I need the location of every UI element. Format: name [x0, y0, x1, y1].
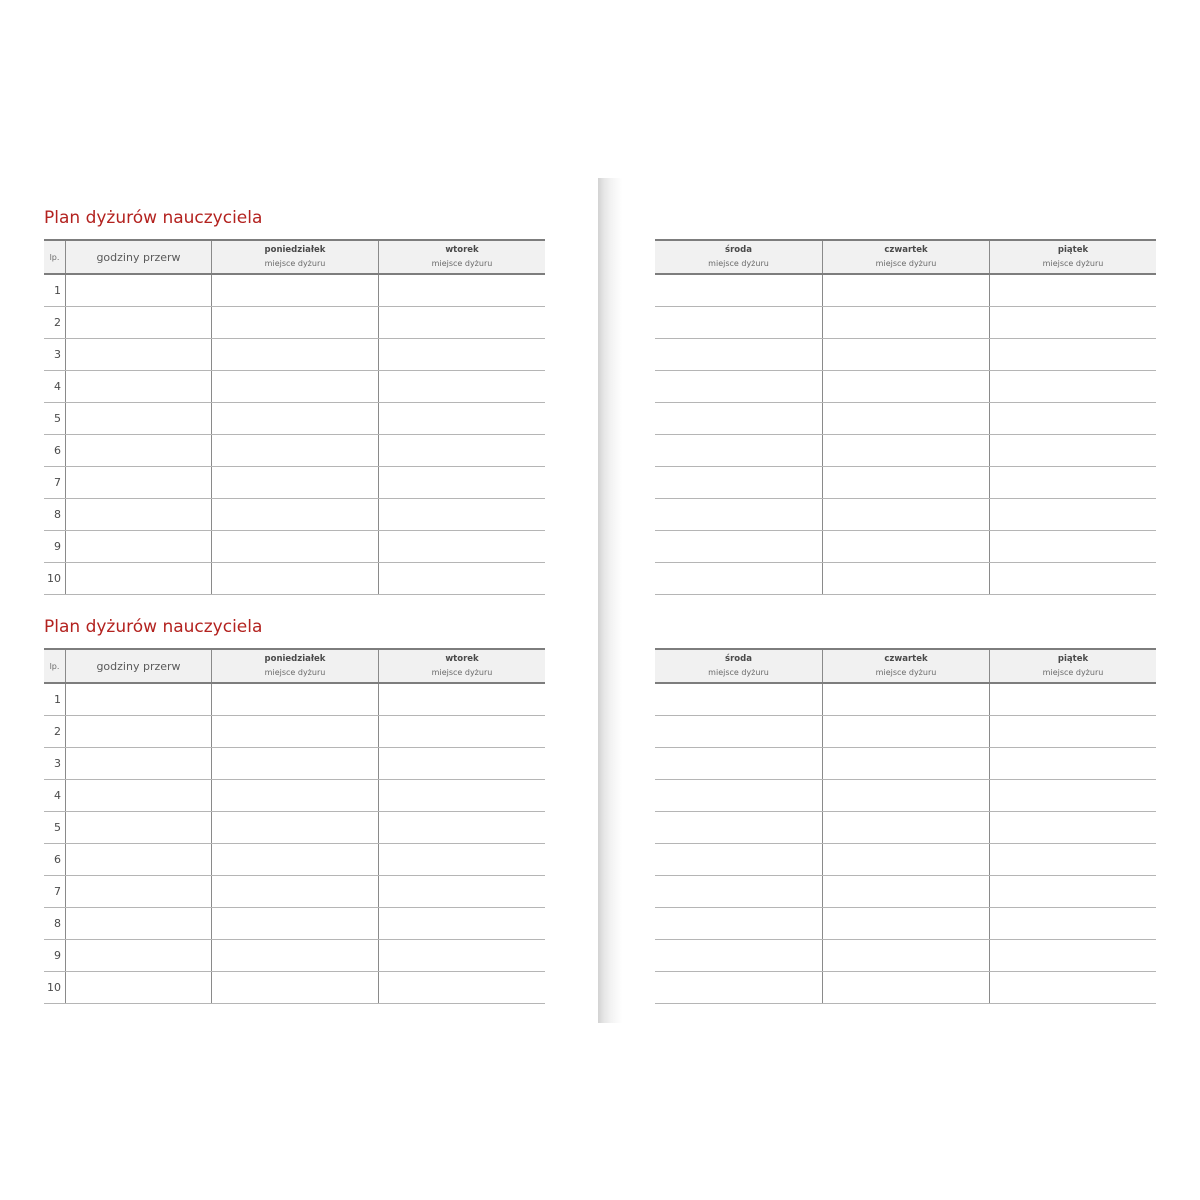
- day-label: czwartek: [884, 245, 928, 255]
- wednesday-duty-cell[interactable]: [655, 844, 822, 875]
- table-row: [44, 940, 545, 972]
- thursday-duty-cell[interactable]: [822, 339, 989, 370]
- lp-header: lp.: [49, 252, 60, 262]
- duty-place-label: miejsce dyżuru: [264, 259, 326, 268]
- wednesday-duty-cell[interactable]: [655, 812, 822, 843]
- friday-duty-cell[interactable]: [989, 307, 1156, 338]
- row-number: 3: [54, 348, 61, 361]
- wednesday-duty-cell[interactable]: [655, 467, 822, 498]
- friday-duty-cell[interactable]: [989, 435, 1156, 466]
- friday-duty-cell[interactable]: [989, 844, 1156, 875]
- table-row: [655, 275, 1156, 307]
- row-number: 10: [47, 572, 61, 585]
- wednesday-duty-cell[interactable]: [655, 748, 822, 779]
- thursday-duty-cell[interactable]: [822, 275, 989, 306]
- break-hours-cell[interactable]: [65, 908, 211, 939]
- wednesday-duty-cell[interactable]: [655, 876, 822, 907]
- row-number: 8: [54, 508, 61, 521]
- thursday-duty-cell[interactable]: [822, 467, 989, 498]
- table-row: [655, 876, 1156, 908]
- duty-table-left-2: [44, 648, 545, 1004]
- day-header-thursday: [822, 241, 989, 273]
- row-number: 3: [54, 757, 61, 770]
- lp-header: lp.: [49, 661, 60, 671]
- tuesday-duty-cell[interactable]: [378, 467, 545, 498]
- friday-duty-cell[interactable]: [989, 563, 1156, 594]
- row-number: 2: [54, 725, 61, 738]
- break-hours-label: godziny przerw: [96, 659, 181, 673]
- friday-duty-cell[interactable]: [989, 531, 1156, 562]
- table-row: [655, 371, 1156, 403]
- break-hours-cell[interactable]: [65, 403, 211, 434]
- day-header-thursday: [822, 650, 989, 682]
- table-row: [655, 716, 1156, 748]
- wednesday-duty-cell[interactable]: [655, 940, 822, 971]
- table-row: [655, 435, 1156, 467]
- monday-duty-cell[interactable]: [211, 780, 378, 811]
- break-hours-cell[interactable]: [65, 339, 211, 370]
- friday-duty-cell[interactable]: [989, 684, 1156, 715]
- friday-duty-cell[interactable]: [989, 812, 1156, 843]
- break-hours-cell[interactable]: [65, 563, 211, 594]
- day-header-friday: [989, 650, 1156, 682]
- table-row: [655, 563, 1156, 595]
- break-hours-cell[interactable]: [65, 940, 211, 971]
- wednesday-duty-cell[interactable]: [655, 371, 822, 402]
- duty-table-right-1: [655, 239, 1156, 595]
- tuesday-duty-cell[interactable]: [378, 844, 545, 875]
- table-row: [655, 748, 1156, 780]
- thursday-duty-cell[interactable]: [822, 684, 989, 715]
- table-header: [44, 648, 545, 684]
- monday-duty-cell[interactable]: [211, 499, 378, 530]
- monday-duty-cell[interactable]: [211, 940, 378, 971]
- table-row: [655, 908, 1156, 940]
- monday-duty-cell[interactable]: [211, 716, 378, 747]
- thursday-duty-cell[interactable]: [822, 812, 989, 843]
- wednesday-duty-cell[interactable]: [655, 307, 822, 338]
- break-hours-cell[interactable]: [65, 972, 211, 1003]
- table-row: [44, 563, 545, 595]
- table-row: [655, 531, 1156, 563]
- break-hours-cell[interactable]: [65, 499, 211, 530]
- tuesday-duty-cell[interactable]: [378, 876, 545, 907]
- table-header: [44, 239, 545, 275]
- tuesday-duty-cell[interactable]: [378, 499, 545, 530]
- break-hours-cell[interactable]: [65, 876, 211, 907]
- table-row: [44, 403, 545, 435]
- friday-duty-cell[interactable]: [989, 940, 1156, 971]
- table-row: [44, 876, 545, 908]
- table-row: [44, 531, 545, 563]
- break-hours-cell[interactable]: [65, 844, 211, 875]
- day-label: poniedziałek: [264, 245, 326, 255]
- table-row: [655, 467, 1156, 499]
- tuesday-duty-cell[interactable]: [378, 716, 545, 747]
- monday-duty-cell[interactable]: [211, 467, 378, 498]
- table-row: [44, 812, 545, 844]
- break-hours-header: [65, 241, 211, 273]
- tuesday-duty-cell[interactable]: [378, 748, 545, 779]
- duty-place-label: miejsce dyżuru: [264, 668, 326, 677]
- break-hours-cell[interactable]: [65, 307, 211, 338]
- row-number: 6: [54, 853, 61, 866]
- tuesday-duty-cell[interactable]: [378, 403, 545, 434]
- page-title: Plan dyżurów nauczyciela: [44, 617, 263, 637]
- friday-duty-cell[interactable]: [989, 467, 1156, 498]
- row-number: 9: [54, 540, 61, 553]
- monday-duty-cell[interactable]: [211, 339, 378, 370]
- table-row: [44, 716, 545, 748]
- table-row: [44, 499, 545, 531]
- day-header-tuesday: [378, 241, 545, 273]
- friday-duty-cell[interactable]: [989, 371, 1156, 402]
- row-number: 2: [54, 316, 61, 329]
- table-row: [655, 812, 1156, 844]
- table-row: [44, 908, 545, 940]
- table-row: [655, 780, 1156, 812]
- thursday-duty-cell[interactable]: [822, 499, 989, 530]
- tuesday-duty-cell[interactable]: [378, 307, 545, 338]
- duty-place-label: miejsce dyżuru: [431, 259, 493, 268]
- day-header-monday: [211, 241, 378, 273]
- day-label: środa: [725, 654, 752, 664]
- day-header-wednesday: [655, 241, 822, 273]
- row-number: 5: [54, 412, 61, 425]
- book-spine: [598, 178, 622, 1023]
- thursday-duty-cell[interactable]: [822, 940, 989, 971]
- thursday-duty-cell[interactable]: [822, 403, 989, 434]
- day-header-friday: [989, 241, 1156, 273]
- tuesday-duty-cell[interactable]: [378, 531, 545, 562]
- wednesday-duty-cell[interactable]: [655, 972, 822, 1003]
- monday-duty-cell[interactable]: [211, 435, 378, 466]
- thursday-duty-cell[interactable]: [822, 563, 989, 594]
- tuesday-duty-cell[interactable]: [378, 780, 545, 811]
- table-row: [44, 748, 545, 780]
- break-hours-cell[interactable]: [65, 467, 211, 498]
- day-label: wtorek: [445, 654, 479, 664]
- row-number: 4: [54, 380, 61, 393]
- thursday-duty-cell[interactable]: [822, 307, 989, 338]
- row-number: 10: [47, 981, 61, 994]
- day-header-monday: [211, 650, 378, 682]
- row-number: 7: [54, 476, 61, 489]
- monday-duty-cell[interactable]: [211, 307, 378, 338]
- monday-duty-cell[interactable]: [211, 908, 378, 939]
- tuesday-duty-cell[interactable]: [378, 684, 545, 715]
- wednesday-duty-cell[interactable]: [655, 716, 822, 747]
- day-label: poniedziałek: [264, 654, 326, 664]
- table-body: [655, 275, 1156, 595]
- table-row: [655, 844, 1156, 876]
- friday-duty-cell[interactable]: [989, 780, 1156, 811]
- friday-duty-cell[interactable]: [989, 499, 1156, 530]
- duty-place-label: miejsce dyżuru: [875, 668, 937, 677]
- tuesday-duty-cell[interactable]: [378, 972, 545, 1003]
- day-label: czwartek: [884, 654, 928, 664]
- table-header: [655, 648, 1156, 684]
- monday-duty-cell[interactable]: [211, 748, 378, 779]
- wednesday-duty-cell[interactable]: [655, 531, 822, 562]
- thursday-duty-cell[interactable]: [822, 908, 989, 939]
- day-label: środa: [725, 245, 752, 255]
- monday-duty-cell[interactable]: [211, 275, 378, 306]
- monday-duty-cell[interactable]: [211, 684, 378, 715]
- page-title: Plan dyżurów nauczyciela: [44, 208, 263, 228]
- friday-duty-cell[interactable]: [989, 275, 1156, 306]
- wednesday-duty-cell[interactable]: [655, 403, 822, 434]
- table-row: [44, 307, 545, 339]
- break-hours-cell[interactable]: [65, 780, 211, 811]
- row-number: 1: [54, 284, 61, 297]
- break-hours-header: [65, 650, 211, 682]
- tuesday-duty-cell[interactable]: [378, 563, 545, 594]
- table-row: [44, 371, 545, 403]
- thursday-duty-cell[interactable]: [822, 435, 989, 466]
- friday-duty-cell[interactable]: [989, 716, 1156, 747]
- tuesday-duty-cell[interactable]: [378, 940, 545, 971]
- monday-duty-cell[interactable]: [211, 531, 378, 562]
- table-row: [655, 499, 1156, 531]
- thursday-duty-cell[interactable]: [822, 780, 989, 811]
- wednesday-duty-cell[interactable]: [655, 908, 822, 939]
- table-row: [44, 275, 545, 307]
- break-hours-cell[interactable]: [65, 812, 211, 843]
- monday-duty-cell[interactable]: [211, 563, 378, 594]
- monday-duty-cell[interactable]: [211, 812, 378, 843]
- day-label: wtorek: [445, 245, 479, 255]
- monday-duty-cell[interactable]: [211, 371, 378, 402]
- row-number: 1: [54, 693, 61, 706]
- break-hours-cell[interactable]: [65, 531, 211, 562]
- wednesday-duty-cell[interactable]: [655, 684, 822, 715]
- row-number: 6: [54, 444, 61, 457]
- monday-duty-cell[interactable]: [211, 844, 378, 875]
- friday-duty-cell[interactable]: [989, 339, 1156, 370]
- row-number: 4: [54, 789, 61, 802]
- friday-duty-cell[interactable]: [989, 748, 1156, 779]
- day-label: piątek: [1057, 654, 1089, 664]
- day-header-tuesday: [378, 650, 545, 682]
- break-hours-cell[interactable]: [65, 435, 211, 466]
- day-header-wednesday: [655, 650, 822, 682]
- duty-place-label: miejsce dyżuru: [1042, 668, 1104, 677]
- duty-table-left-1: [44, 239, 545, 595]
- tuesday-duty-cell[interactable]: [378, 275, 545, 306]
- table-row: [44, 684, 545, 716]
- break-hours-cell[interactable]: [65, 684, 211, 715]
- duty-table-right-2: [655, 648, 1156, 1004]
- table-row: [655, 307, 1156, 339]
- monday-duty-cell[interactable]: [211, 972, 378, 1003]
- table-body: [44, 684, 545, 1004]
- table-row: [655, 940, 1156, 972]
- table-row: [655, 339, 1156, 371]
- thursday-duty-cell[interactable]: [822, 371, 989, 402]
- table-row: [44, 467, 545, 499]
- friday-duty-cell[interactable]: [989, 908, 1156, 939]
- wednesday-duty-cell[interactable]: [655, 780, 822, 811]
- break-hours-cell[interactable]: [65, 275, 211, 306]
- friday-duty-cell[interactable]: [989, 876, 1156, 907]
- row-number: 7: [54, 885, 61, 898]
- thursday-duty-cell[interactable]: [822, 748, 989, 779]
- thursday-duty-cell[interactable]: [822, 716, 989, 747]
- friday-duty-cell[interactable]: [989, 972, 1156, 1003]
- wednesday-duty-cell[interactable]: [655, 563, 822, 594]
- break-hours-cell[interactable]: [65, 748, 211, 779]
- wednesday-duty-cell[interactable]: [655, 339, 822, 370]
- friday-duty-cell[interactable]: [989, 403, 1156, 434]
- wednesday-duty-cell[interactable]: [655, 275, 822, 306]
- table-row: [655, 403, 1156, 435]
- table-row: [44, 780, 545, 812]
- break-hours-cell[interactable]: [65, 716, 211, 747]
- monday-duty-cell[interactable]: [211, 876, 378, 907]
- duty-place-label: miejsce dyżuru: [708, 259, 769, 268]
- row-number: 8: [54, 917, 61, 930]
- wednesday-duty-cell[interactable]: [655, 435, 822, 466]
- duty-place-label: miejsce dyżuru: [1042, 259, 1104, 268]
- table-row: [655, 972, 1156, 1004]
- wednesday-duty-cell[interactable]: [655, 499, 822, 530]
- thursday-duty-cell[interactable]: [822, 531, 989, 562]
- tuesday-duty-cell[interactable]: [378, 812, 545, 843]
- monday-duty-cell[interactable]: [211, 403, 378, 434]
- break-hours-label: godziny przerw: [96, 250, 181, 264]
- tuesday-duty-cell[interactable]: [378, 371, 545, 402]
- duty-place-label: miejsce dyżuru: [708, 668, 769, 677]
- table-row: [44, 972, 545, 1004]
- tuesday-duty-cell[interactable]: [378, 435, 545, 466]
- thursday-duty-cell[interactable]: [822, 876, 989, 907]
- row-number: 5: [54, 821, 61, 834]
- thursday-duty-cell[interactable]: [822, 972, 989, 1003]
- tuesday-duty-cell[interactable]: [378, 908, 545, 939]
- break-hours-cell[interactable]: [65, 371, 211, 402]
- table-body: [44, 275, 545, 595]
- table-body: [655, 684, 1156, 1004]
- thursday-duty-cell[interactable]: [822, 844, 989, 875]
- tuesday-duty-cell[interactable]: [378, 339, 545, 370]
- table-row: [44, 435, 545, 467]
- duty-place-label: miejsce dyżuru: [875, 259, 937, 268]
- table-row: [44, 844, 545, 876]
- table-row: [655, 684, 1156, 716]
- day-label: piątek: [1057, 245, 1089, 255]
- table-header: [655, 239, 1156, 275]
- row-number: 9: [54, 949, 61, 962]
- duty-place-label: miejsce dyżuru: [431, 668, 493, 677]
- table-row: [44, 339, 545, 371]
